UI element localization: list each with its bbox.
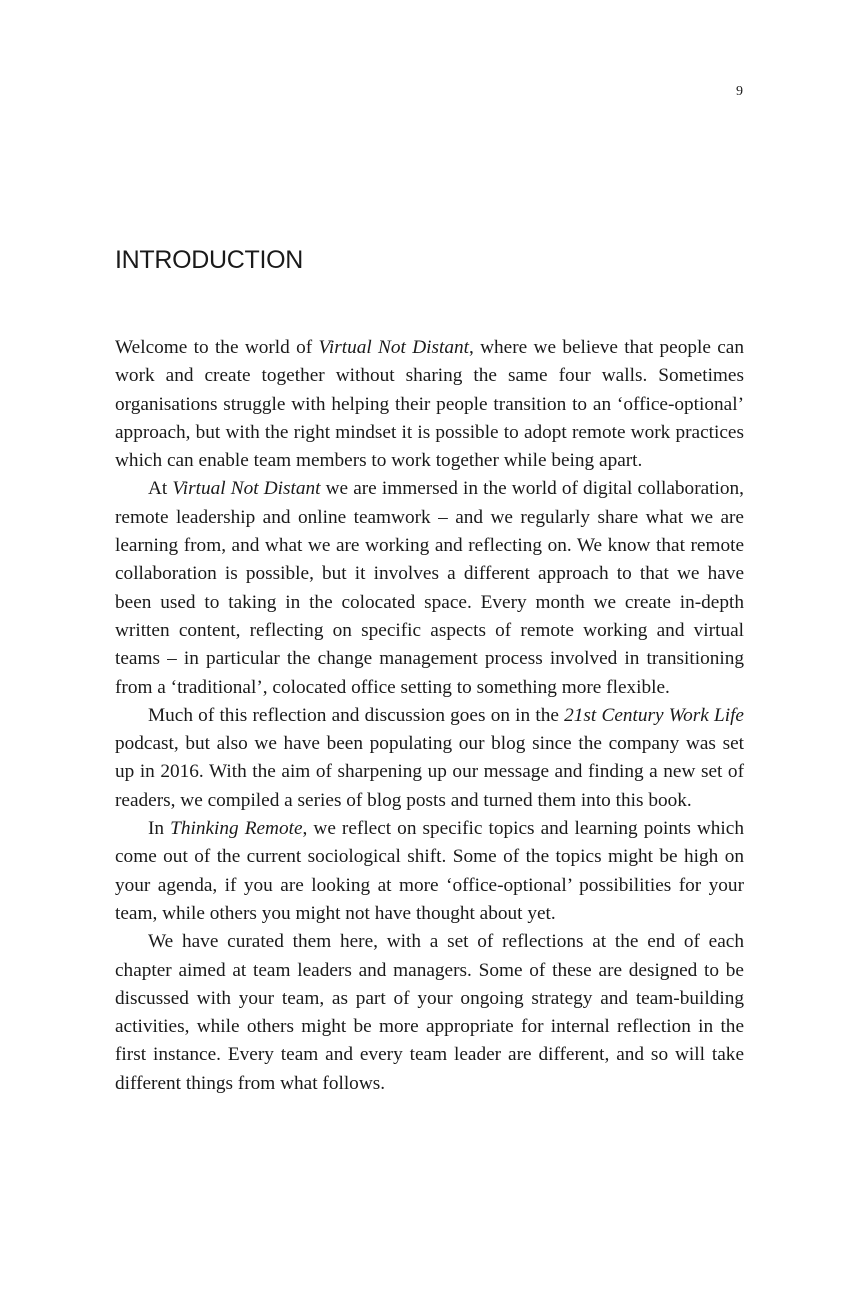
paragraph-curated — [115, 928, 744, 1098]
paragraph-immersed — [115, 475, 744, 701]
paragraph-welcome — [115, 334, 744, 475]
paragraph-text: In — [148, 818, 171, 840]
paragraph-text: We have curated them here, with a set of reflections at the end of each chapter aimed at team leaders and managers. Some of these are designed to be discussed with your team, as part of your ongoing strategy and team-building activities, while others might be more appropriate for internal reflection in the first instance. Every team and every team leader are different, and so will take different things from what follows. — [115, 931, 744, 1094]
paragraph-text: , where we believe that people can work and create together without sharing the same four walls. Sometimes organisations struggle with helping their people transition to an ‘office-optional’ approach, but with the right mindset it is possible to adopt remote work practices which can enable team members to work together while being apart. — [115, 337, 744, 472]
italic-book-title: Thinking Remote — [170, 818, 303, 840]
italic-company-name: Virtual Not Distant — [318, 337, 469, 358]
paragraph-text: we are immersed in the world of digital collaboration, remote leadership and online teamwork – and we regularly share what we are learning from, and what we are working and reflecting on. We know that remote collaboration is possible, but it involves a different approach to that we have been used to taking in the colocated space. Every month we create in-depth written content, reflecting on specific aspects of remote working and virtual teams – in particular the change management process involved in transitioning from a ‘traditional’, colocated office setting to something more flexible. — [115, 478, 744, 698]
paragraph-text: At — [148, 478, 173, 500]
italic-podcast-name: 21st Century Work Life — [564, 704, 744, 726]
paragraph-podcast — [115, 702, 744, 815]
chapter-title: INTRODUCTION — [115, 246, 304, 274]
paragraph-text: Welcome to the world of — [115, 337, 319, 358]
page-number: 9 — [736, 84, 743, 99]
paragraph-text: Much of this reflection and discussion goes on in the — [148, 704, 565, 726]
paragraph-thinking-remote — [115, 815, 744, 928]
paragraph-text: podcast, but also we have been populating our blog since the company was set up in 2016. With the aim of sharpening up our message and finding a new set of readers, we compiled a series of blog posts and turned them into this book. — [115, 733, 744, 811]
italic-company-name: Virtual Not Distant — [172, 478, 321, 500]
paragraph-text: , we reflect on specific topics and learning points which come out of the current sociological shift. Some of the topics might be high on your agenda, if you are looking at more ‘office-optional’ possibilities for your team, while others you might not have thought about yet. — [115, 818, 744, 924]
body-text — [115, 334, 744, 1098]
